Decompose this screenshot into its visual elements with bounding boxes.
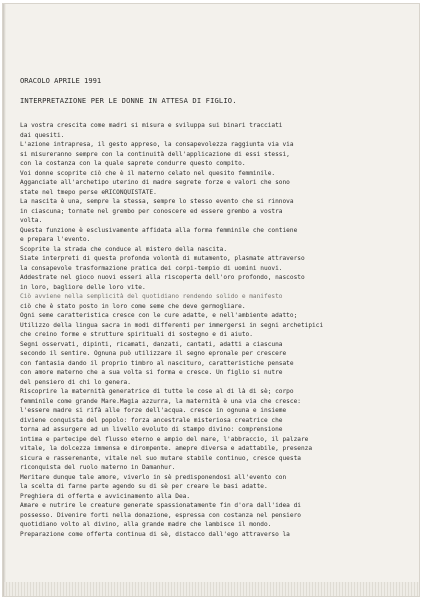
- text-line: e prepara l'evento.: [20, 236, 91, 243]
- text-line: Riscoprire la maternità generatrice di tutte le cose al di là di sè; corpo: [20, 388, 294, 395]
- document-page: [3, 4, 419, 596]
- text-line: intima e partecipe del flusso eterno e ampio del mare, l'abbraccio, il palzare: [20, 435, 309, 443]
- text-line: diviene conquista del popolo: forza ancestrale misteriosa creatrice che: [20, 416, 283, 424]
- text-line: la consapevole trasformazione pratica dei corpi-tempio di uomini nuovi.: [20, 264, 283, 272]
- text-line: Meritare dunque tale amore, viverlo in sè predisponendosi all'evento con: [20, 473, 287, 481]
- text-line: l'essere madre si rifà alle forze dell'acqua. cresce in ognuna e insieme: [20, 407, 287, 414]
- text-line: in ciascuna; tornate nel grembo per conoscere ed essere grembo a vostra: [20, 207, 283, 215]
- text-line: femminile come grande Mare.Magia azzurra, la maternità è una via che cresce:: [20, 397, 301, 405]
- text-line: Segni osservati, dipinti, ricamati, danzati, cantati, adatti a ciascuna: [20, 340, 283, 348]
- text-line: sicura e rasserenante, vitale nel suo mutare stabile continuo, cresce questa: [20, 454, 301, 462]
- document-body: [20, 121, 415, 539]
- text-line: dai quesiti.: [20, 131, 65, 139]
- document-subtitle: INTERPRETAZIONE PER LE DONNE IN ATTESA DI FIGLIO.: [20, 96, 237, 105]
- text-line: Preghiera di offerta e avvicinamento alla Dea.: [20, 492, 191, 500]
- text-line: volta.: [20, 217, 43, 224]
- text-line: torna ad assurgere ad un livello evoluto di stampo divino: comprensione: [20, 426, 283, 433]
- text-line: Scoprite la strada che conduce al mistero della nascita.: [20, 245, 228, 253]
- text-line: con fantasia dando il proprio timbro al nascituro, caratteristiche pensate: [20, 359, 294, 367]
- text-line: con amore materno che a sua volta si forma e cresce. Un figlio si nutre: [20, 369, 283, 376]
- text-line: vitale, la dolcezza immensa e dirompente. amepre diversa e adattabile, presenza: [20, 445, 313, 452]
- text-line: L'azione intrapresa, il gesto appreso, la consapevolezza raggiunta via via: [20, 141, 294, 148]
- text-line: Utilizzo della lingua sacra in modi differenti per immergersi in segni archetipici: [20, 321, 324, 329]
- text-line: riconquista del ruolo materno in Damanhur.: [20, 464, 176, 471]
- text-line: Voi donne scoprite ciò che è il materno celato nel quesito femminile.: [20, 169, 276, 177]
- text-line: si misureranno sempre con la continuità dell'applicazione di essi stessi,: [20, 150, 290, 158]
- text-line: Ogni seme caratteristica cresce con le cure adatte, e nell'ambiente adatto;: [20, 312, 298, 319]
- page-bottom-edge: [3, 582, 419, 596]
- text-line: Amare e nutrire le creature generate spassionatamente fin d'ora dall'idea di: [20, 502, 301, 509]
- text-line: in loro, bagliore delle loro vite.: [20, 283, 146, 291]
- text-line: Agganciate all'archetipo uterino di madre segrete forze e valori che sono: [20, 179, 290, 186]
- text-line: Siate interpreti di questa profonda volontà di mutamento, plasmate attraverso: [20, 255, 305, 262]
- page-edge-shadow: [3, 4, 6, 596]
- text-line: con la costanza con la quale saprete condurre questo compito.: [20, 160, 246, 167]
- text-line: la scelta di farne parte agendo su di sè per creare le basi adatte.: [20, 483, 268, 490]
- text-line: possesso. Divenire forti nella donazione, espressa con costanza nel pensiero: [20, 511, 301, 519]
- text-line: ciò che è stato posto in loro come seme che deve germogliare.: [20, 302, 246, 310]
- text-line: state nel tmepo perse eRICONQUISTATE.: [20, 188, 157, 196]
- text-line: Addestrate nel gioco nuovi esseri alla riscoperta dell'oro profondo, nascosto: [20, 274, 305, 281]
- text-line: che creino forme e strutture spirituali di sostegno e di aiuto.: [20, 331, 253, 338]
- text-line: La vostra crescita come madri si misura e sviluppa sui binari tracciati: [20, 122, 283, 129]
- text-line: La nascita è una, sempre la stessa, sempre lo stesso evento che si rinnova: [20, 198, 294, 205]
- text-line: quotidiano volto al divino, alla grande madre che lambisce il mondo.: [20, 521, 272, 528]
- document-title: ORACOLO APRILE 1991: [20, 76, 102, 85]
- text-line: Ciò avviene nella semplicità del quotidiano rendendo solido e manifesto: [20, 293, 283, 300]
- text-line: Preparazione come offerta continua di sè, distacco dall'ego attraverso la: [20, 530, 290, 538]
- text-line: secondo il sentire. Ognuna può utilizzare il segno epronale per crescere: [20, 350, 287, 357]
- text-line: Questa funzione è esclusivamente affidata alla forma femminile che contiene: [20, 226, 298, 234]
- text-line: del pensiero di chi lo genera.: [20, 378, 131, 386]
